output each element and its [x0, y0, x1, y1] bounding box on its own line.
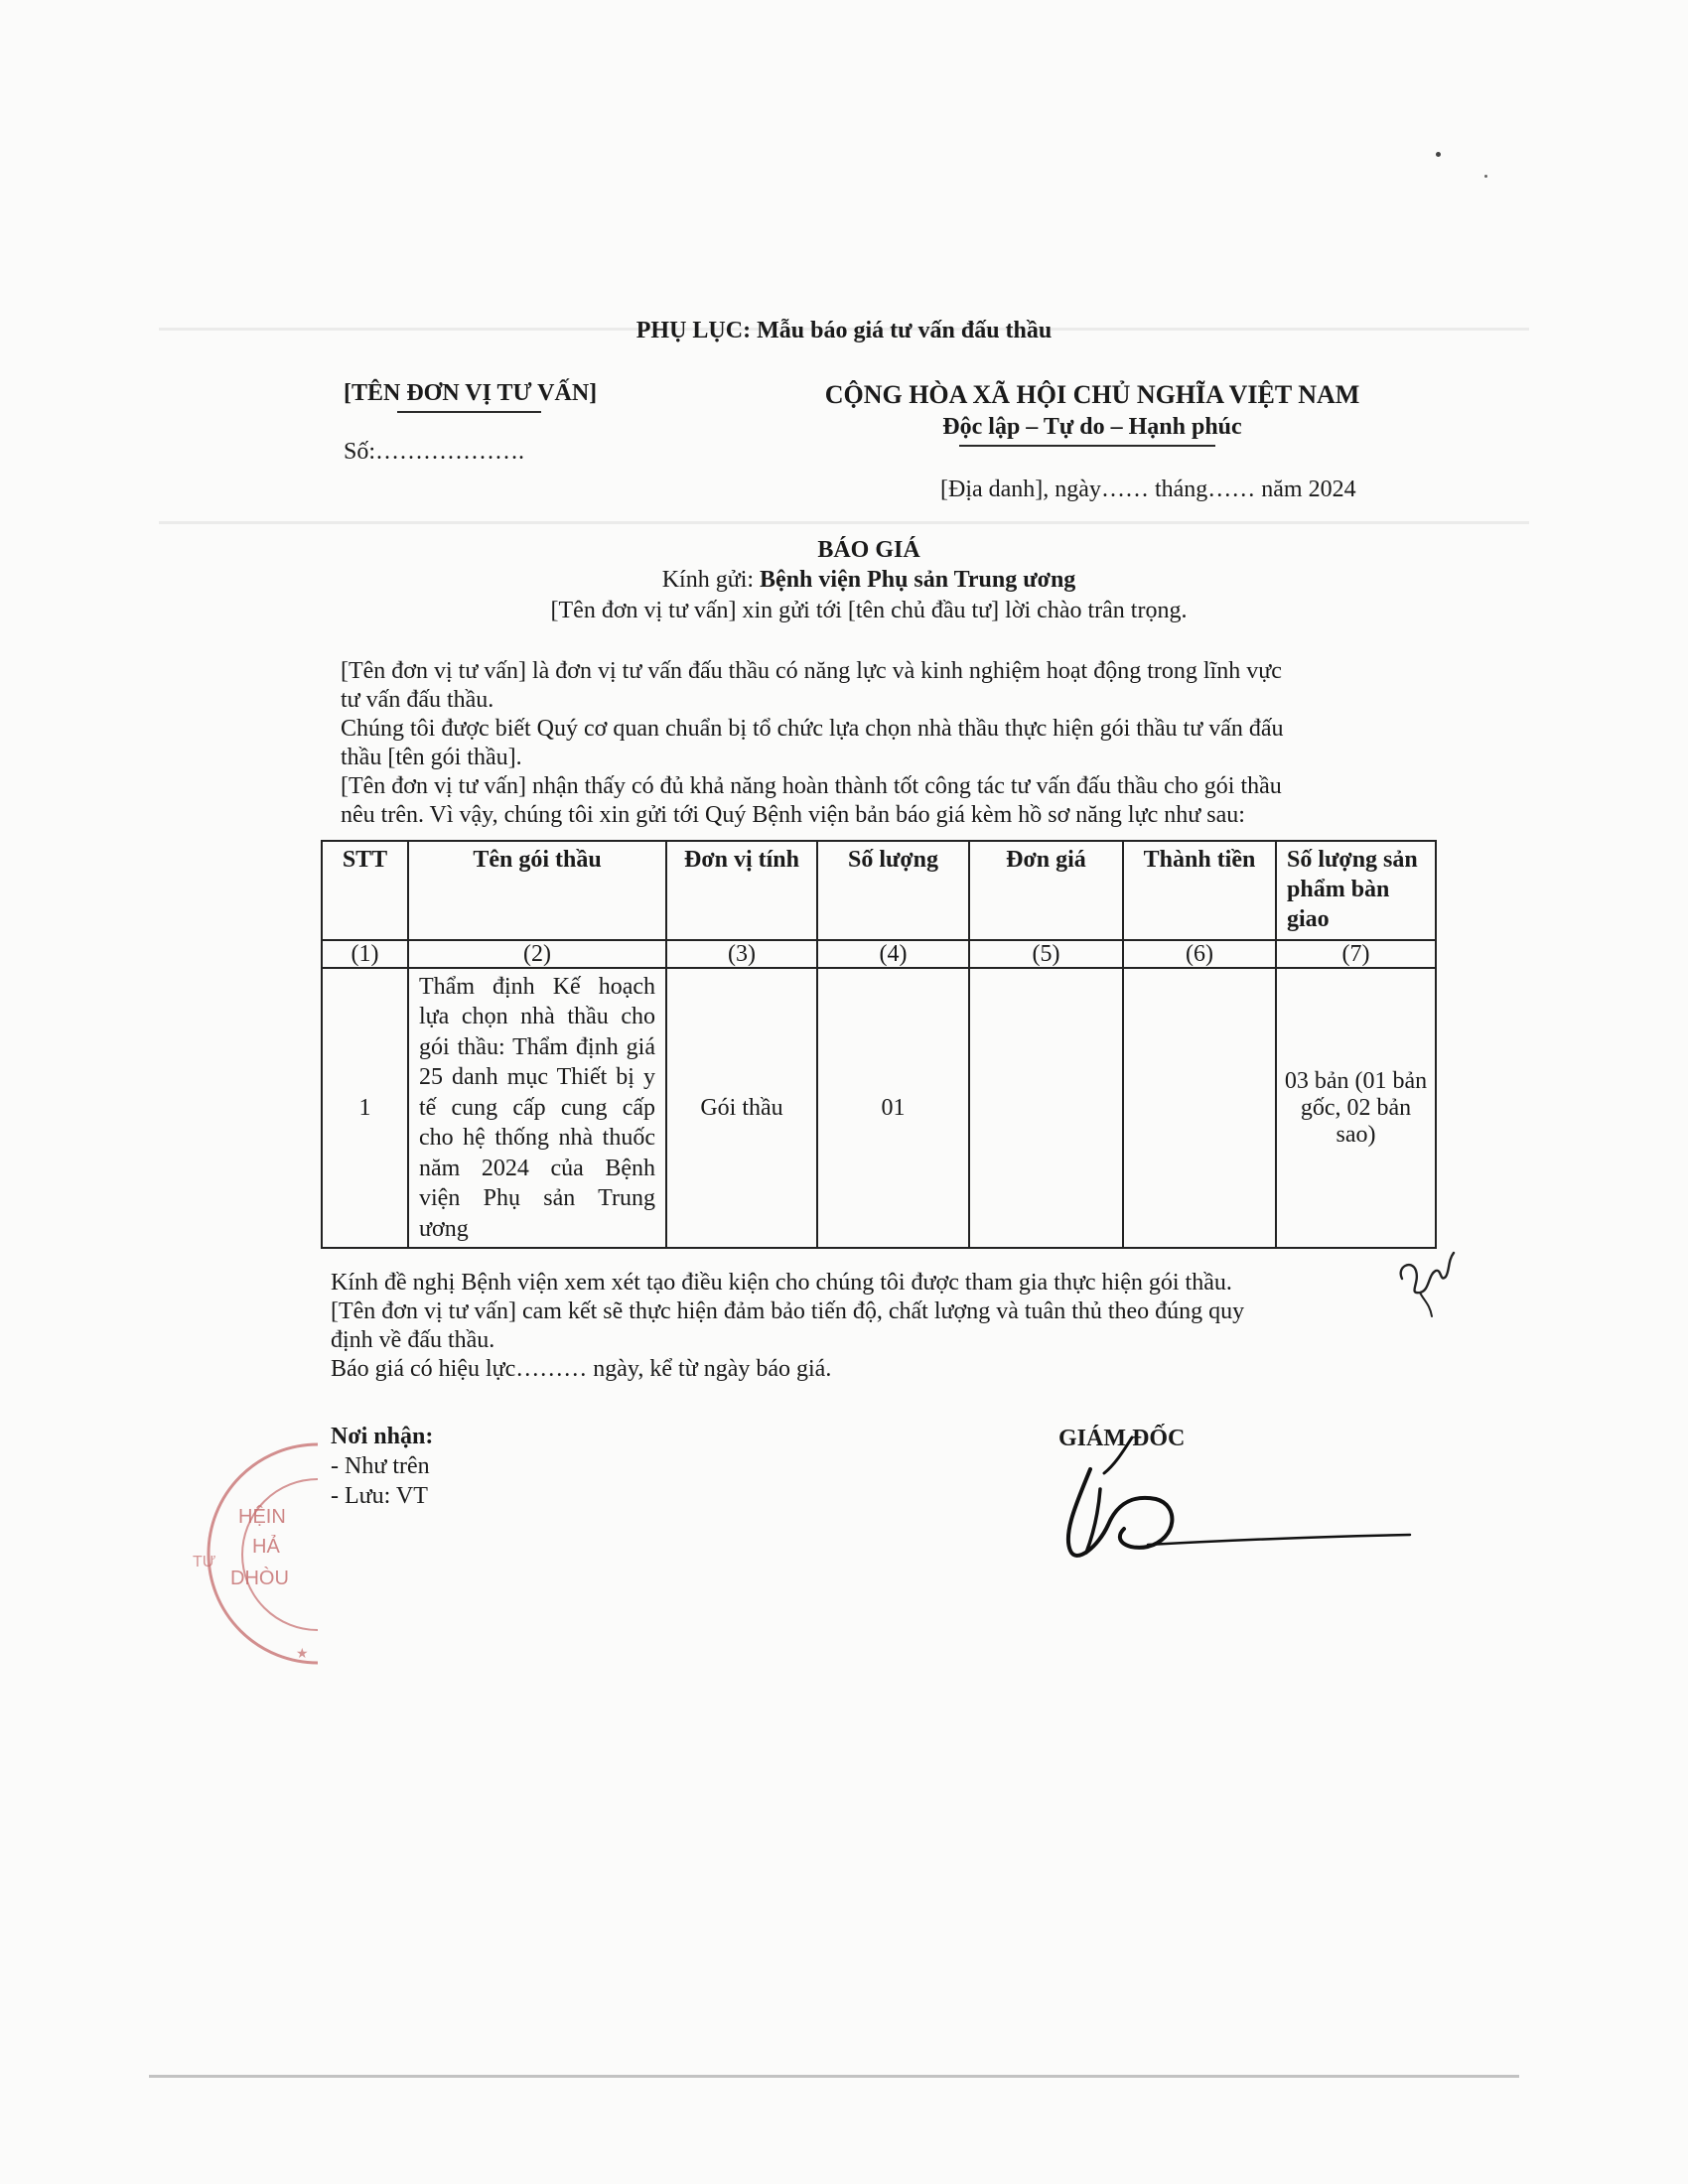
- index-cell: (7): [1276, 940, 1436, 968]
- recipient-item: - Lưu: VT: [331, 1483, 428, 1509]
- motto-underline: [959, 445, 1215, 447]
- scan-speck: [1484, 175, 1487, 178]
- intro-line: nêu trên. Vì vậy, chúng tôi xin gửi tới Quý Bệnh viện bản báo giá kèm hồ sơ năng lực như sau:: [341, 802, 1245, 828]
- cell-unit: Gói thầu: [666, 968, 817, 1248]
- stamp-text: HỆIN: [238, 1506, 286, 1528]
- intro-line: [Tên đơn vị tư vấn] nhận thấy có đủ khả năng hoàn thành tốt công tác tư vấn đấu thầu cho gói thầu: [341, 773, 1282, 799]
- stamp-text: TƯ: [193, 1554, 216, 1570]
- cell-unit-price: [969, 968, 1123, 1248]
- table-header-row: [322, 841, 1436, 940]
- header-unit: Đơn vị tính: [666, 841, 817, 940]
- recipient-line: [0, 567, 1688, 594]
- recipient-prefix: Kính gửi:: [661, 567, 761, 593]
- cell-total: [1123, 968, 1276, 1248]
- intro-line: [Tên đơn vị tư vấn] là đơn vị tư vấn đấu thầu có năng lực và kinh nghiệm hoạt động trong lĩnh vực: [341, 658, 1282, 684]
- recipient-item: - Như trên: [331, 1453, 430, 1479]
- index-cell: (6): [1123, 940, 1276, 968]
- closing-line: [Tên đơn vị tư vấn] cam kết sẽ thực hiện đảm bảo tiến độ, chất lượng và tuân thủ theo đúng quy: [331, 1298, 1245, 1324]
- stamp-text: DHÒU: [230, 1568, 289, 1589]
- official-stamp-icon: [179, 1439, 318, 1678]
- closing-line: Báo giá có hiệu lực……… ngày, kể từ ngày báo giá.: [331, 1356, 832, 1382]
- nation-motto: Độc lập – Tự do – Hạnh phúc: [942, 414, 1242, 440]
- index-cell: (3): [666, 940, 817, 968]
- scan-artifact: [149, 2075, 1519, 2078]
- cell-package-name: Thẩm định Kế hoạch lựa chọn nhà thầu cho gói thầu: Thẩm định giá 25 danh mục Thiết bị y tế cung cấp cung cấp cho hệ thống nhà thuốc năm 2024 của Bệnh viện Phụ sản Trung ương: [408, 968, 666, 1248]
- closing-line: định về đấu thầu.: [331, 1327, 495, 1353]
- quote-table: [321, 840, 1437, 1249]
- signature-icon: [1053, 1430, 1430, 1578]
- recipients-block: [331, 1422, 433, 1511]
- header-unit-price: Đơn giá: [969, 841, 1123, 940]
- intro-line: thầu [tên gói thầu].: [341, 745, 522, 770]
- org-name: [TÊN ĐƠN VỊ TƯ VẤN]: [344, 380, 598, 406]
- svg-text:★: ★: [296, 1645, 309, 1661]
- header-deliverables: Số lượng sản phẩm bàn giao: [1276, 841, 1436, 940]
- scan-artifact: [159, 521, 1529, 524]
- index-cell: (5): [969, 940, 1123, 968]
- org-underline: [397, 411, 541, 413]
- header-stt: STT: [322, 841, 408, 940]
- cell-deliverables: 03 bản (01 bản gốc, 02 bản sao): [1276, 968, 1436, 1248]
- recipient-name: Bệnh viện Phụ sản Trung ương: [760, 567, 1076, 593]
- document-number: Số:……………….: [344, 439, 525, 465]
- closing-paragraphs: [331, 1269, 1413, 1384]
- intro-paragraphs: [341, 657, 1393, 830]
- table-row: [322, 968, 1436, 1248]
- recipients-title: Nơi nhận:: [331, 1424, 434, 1449]
- header-package-name: Tên gói thầu: [408, 841, 666, 940]
- stamp-text: HẢ: [252, 1536, 280, 1558]
- intro-line: tư vấn đấu thầu.: [341, 687, 494, 713]
- index-cell: (1): [322, 940, 408, 968]
- cell-quantity: 01: [817, 968, 969, 1248]
- signer-title: GIÁM ĐỐC: [1058, 1426, 1186, 1451]
- index-cell: (4): [817, 940, 969, 968]
- header-quantity: Số lượng: [817, 841, 969, 940]
- date-line: [Địa danh], ngày…… tháng…… năm 2024: [940, 477, 1356, 502]
- table-index-row: [322, 940, 1436, 968]
- header-total: Thành tiền: [1123, 841, 1276, 940]
- intro-line: Chúng tôi được biết Quý cơ quan chuẩn bị tổ chức lựa chọn nhà thầu thực hiện gói thầu tư vấn đấu: [341, 716, 1284, 742]
- appendix-title: PHỤ LỤC: Mẫu báo giá tư vấn đấu thầu: [635, 318, 1053, 343]
- greeting: [Tên đơn vị tư vấn] xin gửi tới [tên chủ đầu tư] lời chào trân trọng.: [550, 598, 1188, 623]
- nation-title: CỘNG HÒA XÃ HỘI CHỦ NGHĨA VIỆT NAM: [824, 380, 1360, 409]
- scan-speck: [1436, 152, 1441, 157]
- cell-stt: 1: [322, 968, 408, 1248]
- document-title: BÁO GIÁ: [817, 537, 920, 563]
- index-cell: (2): [408, 940, 666, 968]
- closing-line: Kính đề nghị Bệnh viện xem xét tạo điều kiện cho chúng tôi được tham gia thực hiện gói thầu.: [331, 1270, 1232, 1296]
